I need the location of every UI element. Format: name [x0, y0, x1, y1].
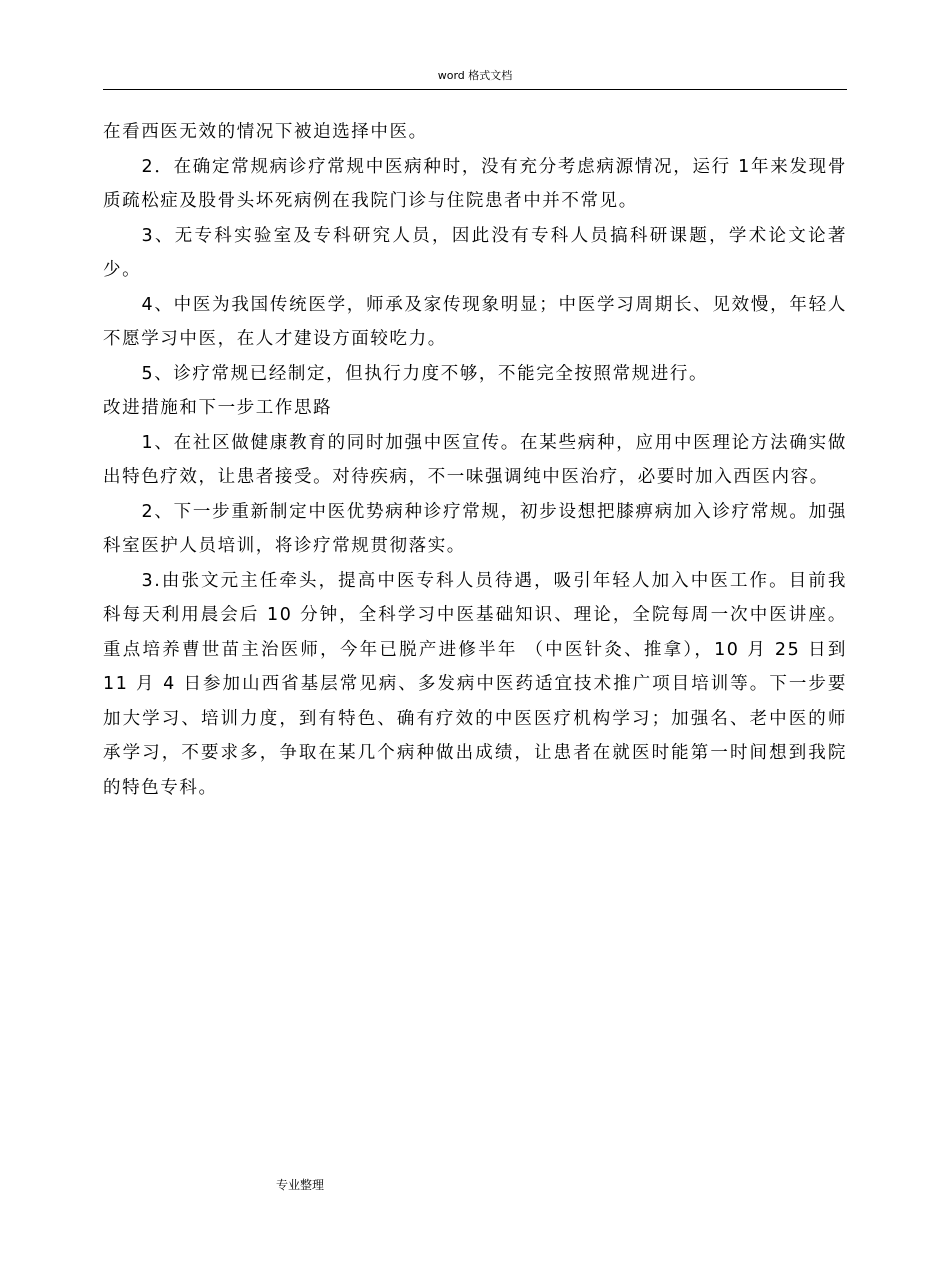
paragraph-4: 4、中医为我国传统医学，师承及家传现象明显；中医学习周期长、见效慢，年轻人不愿学习中医，在人才建设方面较吃力。: [103, 294, 847, 349]
paragraph-2: 2．在确定常规病诊疗常规中医病种时，没有充分考虑病源情况，运行 1年来发现骨质疏松症及股骨头坏死病例在我院门诊与住院患者中并不常见。: [103, 156, 847, 211]
page-header: word 格式文档: [437, 69, 513, 82]
page-footer: 专业整理: [276, 1178, 325, 1192]
paragraph-5: 5、诊疗常规已经制定，但执行力度不够，不能完全按照常规进行。: [141, 363, 709, 384]
paragraph-1: 在看西医无效的情况下被迫选择中医。: [103, 122, 428, 142]
document-body: [103, 115, 847, 805]
section-heading: 改进措施和下一步工作思路: [103, 398, 333, 418]
paragraph-7: 2、下一步重新制定中医优势病种诊疗常规，初步设想把膝痹病加入诊疗常规。加强科室医护人员培训，将诊疗常规贯彻落实。: [103, 501, 847, 556]
paragraph-3: 3、无专科实验室及专科研究人员，因此没有专科人员搞科研课题，学术论文论著少。: [103, 225, 847, 280]
paragraph-8: 3.由张文元主任牵头，提高中医专科人员待遇，吸引年轻人加入中医工作。目前我科每天利用晨会后 10 分钟，全科学习中医基础知识、理论，全院每周一次中医讲座。重点培养曹世苗主治医师，今年已脱产进修半年 （中医针灸、推拿），10 月 25 日到 11 月 4 日参加山西省基层常见病、多发病中医药适宜技术推广项目培训等。下一步要加大学习、培训力度，到有特色、确有疗效的中医医疗机构学习；加强名、老中医的师承学习，不要求多，争取在某几个病种做出成绩，让患者在就医时能第一时间想到我院的特色专科。: [103, 570, 847, 798]
header-divider: [103, 89, 847, 90]
paragraph-6: 1、在社区做健康教育的同时加强中医宣传。在某些病种，应用中医理论方法确实做出特色疗效，让患者接受。对待疾病，不一味强调纯中医治疗，必要时加入西医内容。: [103, 432, 847, 487]
